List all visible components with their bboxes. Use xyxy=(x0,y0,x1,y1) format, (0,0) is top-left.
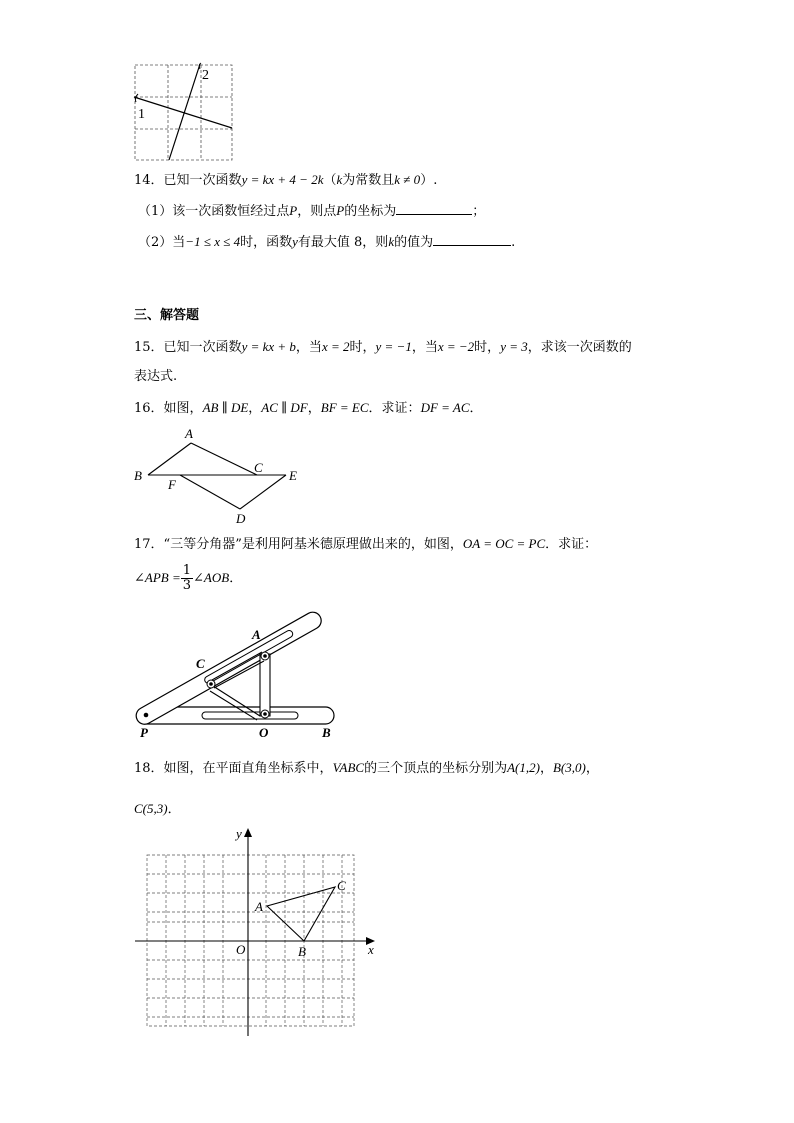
q17-label-B: B xyxy=(322,725,331,740)
triangle-abc xyxy=(267,887,335,941)
q15-stem-cont: 表达式. xyxy=(134,369,178,384)
q17-equation: ∠APB = $\frac{1}{3}$ ∠AOB． xyxy=(134,563,243,593)
q16-label-D: D xyxy=(236,511,246,526)
q16-label-F: F xyxy=(168,477,176,492)
q14-part1: （1）该一次函数恒经过点P，则点P的坐标为 ； xyxy=(138,203,486,219)
axis-x-label: x xyxy=(368,942,374,957)
q14-range: −1 ≤ x ≤ 4 xyxy=(185,234,241,249)
point-label-A: A xyxy=(255,899,263,914)
q16-figure xyxy=(130,426,305,526)
q18-coordinate-figure xyxy=(130,826,380,1046)
q16-label-E: E xyxy=(289,468,297,483)
q13-label-2: 2 xyxy=(202,68,209,83)
q14-answer-blank-1[interactable] xyxy=(396,202,472,215)
q14-answer-blank-2[interactable] xyxy=(433,233,511,246)
axis-y-label: y xyxy=(236,826,242,841)
q15-stem: 15．已知一次函数y = kx + b，当x = 2时，y = −1，当x = −2时，y = 3，求该一次函数的 xyxy=(134,339,632,355)
q18-stem: 18．如图，在平面直角坐标系中，VABC的三个顶点的坐标分别为A(1,2)，B(3,0)， xyxy=(134,760,599,776)
q18-stem-cont: C(5,3)． xyxy=(134,801,181,817)
q17-label-A: A xyxy=(252,627,261,642)
q17-trisector-figure xyxy=(134,604,339,739)
q17-stem: 17．“三等分角器”是利用阿基米德原理做出来的，如图，OA = OC = PC．求证： xyxy=(134,536,598,552)
q16-stem: 16．如图，AB ∥ DE，AC ∥ DF，BF = EC．求证：DF = AC． xyxy=(134,400,483,416)
q14-function: y = kx + 4 − 2k xyxy=(241,172,324,187)
q16-label-B: B xyxy=(134,468,142,483)
q17-label-P: P xyxy=(140,725,148,740)
q13-label-1: 1 xyxy=(138,107,145,122)
q14-part2: （2）当−1 ≤ x ≤ 4时，函数y有最大值 8，则k的值为 . xyxy=(138,234,516,250)
q14-stem: 14．已知一次函数y = kx + 4 − 2k（k为常数且k ≠ 0）. xyxy=(134,172,438,188)
q17-fraction: $\frac{1}{3}$ xyxy=(182,563,192,593)
q16-label-A: A xyxy=(185,426,193,441)
q14-condition: k ≠ 0 xyxy=(394,172,421,187)
q16-label-C: C xyxy=(254,460,263,475)
q17-label-O: O xyxy=(259,725,269,740)
q17-label-C: C xyxy=(196,656,205,671)
q13-figure xyxy=(134,64,234,164)
section-heading: 三、解答题 xyxy=(134,308,200,323)
point-label-B: B xyxy=(298,944,306,959)
point-label-C: C xyxy=(337,878,346,893)
origin-label: O xyxy=(236,942,246,957)
